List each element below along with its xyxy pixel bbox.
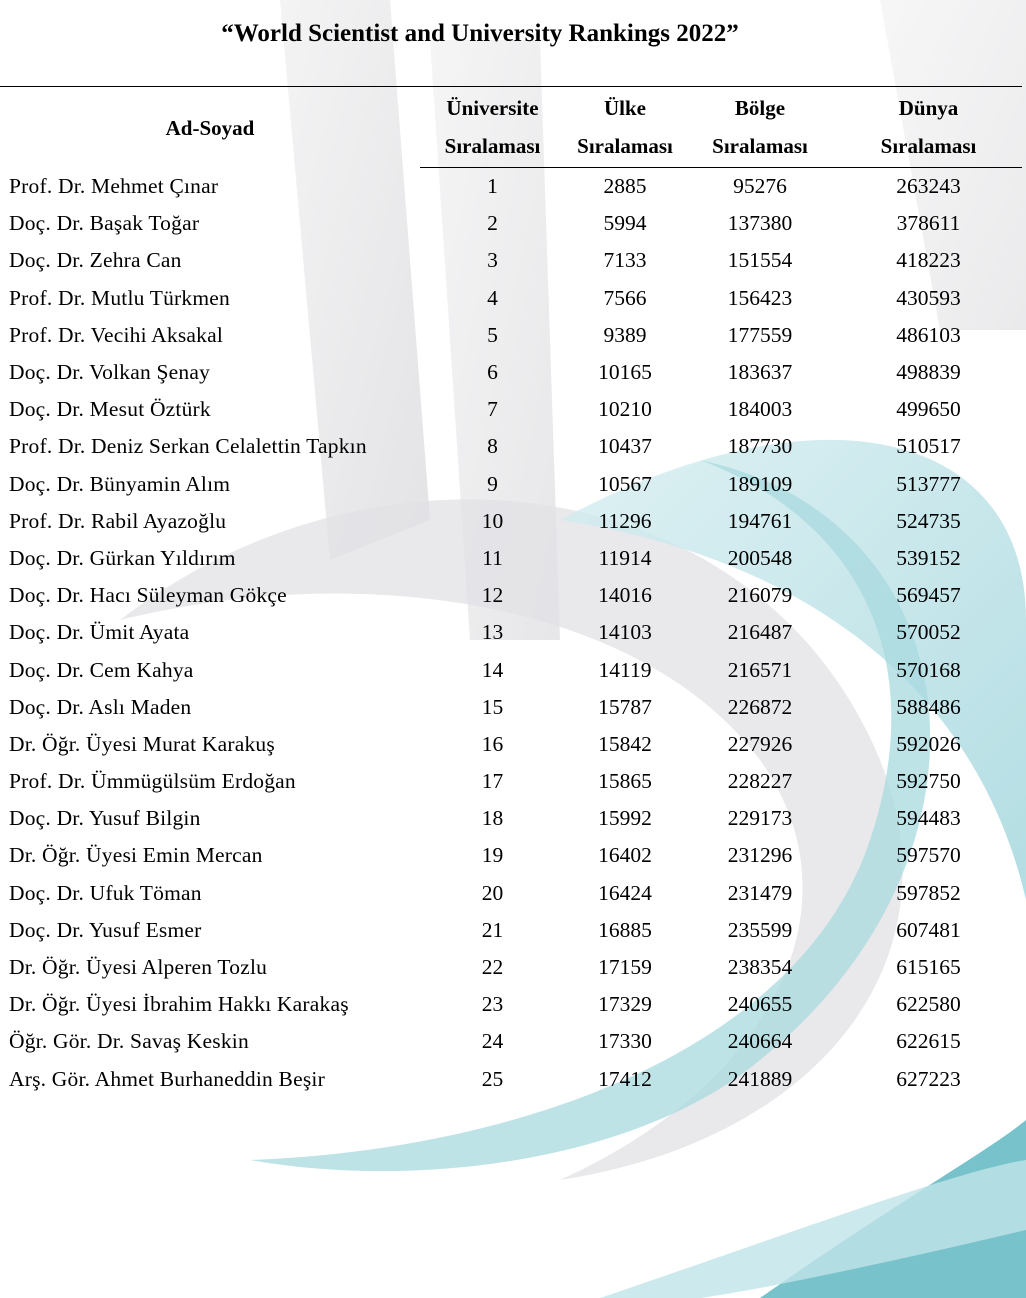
world-rank-cell: 486103 — [896, 322, 961, 347]
table-row — [0, 317, 1022, 354]
world-rank-cell: 513777 — [896, 471, 961, 496]
country-rank-cell: 15842 — [598, 731, 652, 756]
header-world: Dünya — [835, 87, 1022, 128]
country-rank-cell: 16885 — [598, 917, 652, 942]
region-rank-cell: 187730 — [727, 434, 793, 459]
country-rank-cell: 11296 — [598, 508, 652, 533]
region-rank-cell: 156423 — [727, 285, 793, 310]
world-rank-cell: 615165 — [896, 955, 961, 980]
table-row — [0, 689, 1022, 726]
table-row — [0, 242, 1022, 279]
region-rank-cell: 216571 — [727, 657, 793, 682]
name-cell: Doç. Dr. Gürkan Yıldırım — [9, 545, 236, 570]
region-rank-cell: 231296 — [727, 843, 793, 868]
region-rank-cell: 228227 — [727, 769, 793, 794]
university-rank-cell: 18 — [481, 806, 504, 831]
table-row — [0, 577, 1022, 614]
university-rank-cell: 5 — [487, 322, 498, 347]
table-row — [0, 651, 1022, 688]
country-rank-cell: 5994 — [603, 211, 647, 236]
region-rank-cell: 200548 — [727, 545, 793, 570]
name-cell: Prof. Dr. Ümmügülsüm Erdoğan — [9, 769, 296, 794]
world-rank-cell: 499650 — [896, 397, 961, 422]
region-rank-cell: 240655 — [727, 992, 793, 1017]
region-rank-cell: 226872 — [727, 694, 793, 719]
university-rank-cell: 8 — [487, 434, 498, 459]
country-rank-cell: 11914 — [598, 545, 652, 570]
university-rank-cell: 17 — [481, 769, 504, 794]
region-rank-cell: 177559 — [727, 322, 793, 347]
region-rank-cell: 183637 — [727, 360, 793, 385]
country-rank-cell: 14103 — [598, 620, 652, 645]
country-rank-cell: 17412 — [598, 1066, 652, 1091]
country-rank-cell: 17330 — [598, 1029, 652, 1054]
header-region-sub: Sıralaması — [685, 127, 835, 168]
university-rank-cell: 9 — [487, 471, 498, 496]
country-rank-cell: 10567 — [598, 471, 652, 496]
name-cell: Öğr. Gör. Dr. Savaş Keskin — [9, 1029, 249, 1054]
table-row — [0, 503, 1022, 540]
name-cell: Doç. Dr. Volkan Şenay — [9, 360, 211, 385]
world-rank-cell: 622615 — [896, 1029, 961, 1054]
name-cell: Doç. Dr. Yusuf Esmer — [9, 917, 202, 942]
region-rank-cell: 189109 — [727, 471, 793, 496]
header-world-sub: Sıralaması — [835, 127, 1022, 168]
university-rank-cell: 4 — [487, 285, 498, 310]
university-rank-cell: 13 — [481, 620, 504, 645]
name-cell: Doç. Dr. Cem Kahya — [9, 657, 194, 682]
name-cell: Doç. Dr. Zehra Can — [9, 248, 182, 273]
name-cell: Prof. Dr. Mehmet Çınar — [9, 173, 219, 198]
university-rank-cell: 24 — [481, 1029, 504, 1054]
university-rank-cell: 23 — [481, 992, 504, 1017]
world-rank-cell: 378611 — [896, 211, 961, 236]
region-rank-cell: 238354 — [727, 955, 793, 980]
table-row — [0, 614, 1022, 651]
table-row — [0, 1061, 1022, 1098]
world-rank-cell: 263243 — [896, 174, 961, 199]
name-cell: Prof. Dr. Rabil Ayazoğlu — [9, 508, 227, 533]
name-cell: Doç. Dr. Yusuf Bilgin — [9, 806, 201, 831]
table-row — [0, 912, 1022, 949]
country-rank-cell: 16402 — [598, 843, 652, 868]
name-cell: Prof. Dr. Vecihi Aksakal — [9, 322, 224, 347]
region-rank-cell: 240664 — [727, 1029, 793, 1054]
table-body — [0, 168, 1022, 1098]
world-rank-cell: 597570 — [896, 843, 961, 868]
country-rank-cell: 7566 — [603, 285, 647, 310]
header-country-sub: Sıralaması — [565, 127, 685, 168]
region-rank-cell: 216487 — [727, 620, 793, 645]
country-rank-cell: 15992 — [598, 806, 652, 831]
name-cell: Doç. Dr. Mesut Öztürk — [9, 397, 211, 422]
table-row — [0, 428, 1022, 465]
table-row — [0, 949, 1022, 986]
table-row — [0, 763, 1022, 800]
country-rank-cell: 10165 — [598, 360, 652, 385]
rankings-table — [0, 86, 1022, 1098]
table-row — [0, 800, 1022, 837]
world-rank-cell: 627223 — [896, 1066, 961, 1091]
country-rank-cell: 17159 — [598, 955, 652, 980]
header-country: Ülke — [565, 87, 685, 128]
table-row — [0, 726, 1022, 763]
university-rank-cell: 20 — [481, 880, 504, 905]
region-rank-cell: 241889 — [727, 1066, 793, 1091]
world-rank-cell: 498839 — [896, 360, 961, 385]
university-rank-cell: 3 — [487, 248, 498, 273]
region-rank-cell: 231479 — [727, 880, 793, 905]
world-rank-cell: 594483 — [896, 806, 961, 831]
table-row — [0, 466, 1022, 503]
world-rank-cell: 588486 — [896, 694, 961, 719]
region-rank-cell: 235599 — [727, 917, 793, 942]
region-rank-cell: 194761 — [727, 508, 793, 533]
region-rank-cell: 184003 — [727, 397, 793, 422]
table-row — [0, 280, 1022, 317]
university-rank-cell: 14 — [481, 657, 504, 682]
world-rank-cell: 597852 — [896, 880, 961, 905]
country-rank-cell: 10437 — [598, 434, 652, 459]
world-rank-cell: 607481 — [896, 917, 961, 942]
region-rank-cell: 229173 — [727, 806, 793, 831]
world-rank-cell: 418223 — [896, 248, 961, 273]
name-cell: Doç. Dr. Başak Toğar — [9, 211, 200, 236]
world-rank-cell: 622580 — [896, 992, 961, 1017]
country-rank-cell: 15787 — [598, 694, 652, 719]
university-rank-cell: 6 — [487, 360, 498, 385]
university-rank-cell: 19 — [481, 843, 504, 868]
university-rank-cell: 7 — [487, 397, 498, 422]
table-row — [0, 205, 1022, 242]
world-rank-cell: 570052 — [896, 620, 961, 645]
university-rank-cell: 16 — [481, 731, 504, 756]
country-rank-cell: 15865 — [598, 769, 652, 794]
university-rank-cell: 12 — [481, 583, 504, 608]
table-row — [0, 986, 1022, 1023]
university-rank-cell: 10 — [481, 508, 504, 533]
university-rank-cell: 11 — [482, 545, 503, 570]
region-rank-cell: 216079 — [727, 583, 793, 608]
header-region: Bölge — [685, 87, 835, 128]
university-rank-cell: 21 — [481, 917, 504, 942]
country-rank-cell: 2885 — [603, 174, 647, 199]
table-header — [0, 87, 1022, 168]
name-cell: Doç. Dr. Ufuk Töman — [9, 880, 202, 905]
world-rank-cell: 430593 — [896, 285, 961, 310]
region-rank-cell: 95276 — [733, 174, 787, 199]
country-rank-cell: 10210 — [598, 397, 652, 422]
region-rank-cell: 151554 — [727, 248, 793, 273]
world-rank-cell: 592750 — [896, 769, 961, 794]
region-rank-cell: 227926 — [727, 731, 793, 756]
university-rank-cell: 2 — [487, 211, 498, 236]
university-rank-cell: 1 — [487, 174, 498, 199]
name-cell: Doç. Dr. Aslı Maden — [9, 694, 192, 719]
name-cell: Prof. Dr. Mutlu Türkmen — [9, 285, 230, 310]
document-title: “World Scientist and University Rankings 2022” — [221, 20, 739, 47]
country-rank-cell: 14016 — [598, 583, 652, 608]
university-rank-cell: 25 — [481, 1066, 504, 1091]
name-cell: Doç. Dr. Bünyamin Alım — [9, 471, 231, 496]
region-rank-cell: 137380 — [727, 211, 793, 236]
name-cell: Doç. Dr. Hacı Süleyman Gökçe — [9, 583, 287, 608]
name-cell: Dr. Öğr. Üyesi İbrahim Hakkı Karakaş — [9, 992, 349, 1017]
country-rank-cell: 17329 — [598, 992, 652, 1017]
country-rank-cell: 9389 — [603, 322, 647, 347]
name-cell: Dr. Öğr. Üyesi Murat Karakuş — [9, 731, 275, 756]
name-cell: Arş. Gör. Ahmet Burhaneddin Beşir — [9, 1066, 325, 1091]
world-rank-cell: 539152 — [896, 545, 961, 570]
header-university-sub: Sıralaması — [420, 127, 565, 168]
name-cell: Dr. Öğr. Üyesi Emin Mercan — [9, 843, 263, 868]
table-row — [0, 168, 1022, 206]
world-rank-cell: 569457 — [896, 583, 961, 608]
country-rank-cell: 7133 — [603, 248, 647, 273]
header-name: Ad-Soyad — [0, 87, 420, 168]
country-rank-cell: 16424 — [598, 880, 652, 905]
world-rank-cell: 592026 — [896, 731, 961, 756]
table-row — [0, 391, 1022, 428]
country-rank-cell: 14119 — [598, 657, 652, 682]
world-rank-cell: 524735 — [896, 508, 961, 533]
table-row — [0, 354, 1022, 391]
world-rank-cell: 510517 — [896, 434, 961, 459]
world-rank-cell: 570168 — [896, 657, 961, 682]
name-cell: Dr. Öğr. Üyesi Alperen Tozlu — [9, 955, 268, 980]
name-cell: Prof. Dr. Deniz Serkan Celalettin Tapkın — [9, 434, 367, 459]
university-rank-cell: 15 — [481, 694, 504, 719]
header-university: Üniversite — [420, 87, 565, 128]
name-cell: Doç. Dr. Ümit Ayata — [9, 620, 190, 645]
table-row — [0, 875, 1022, 912]
university-rank-cell: 22 — [481, 955, 504, 980]
table-row — [0, 837, 1022, 874]
table-row — [0, 1023, 1022, 1060]
table-row — [0, 540, 1022, 577]
